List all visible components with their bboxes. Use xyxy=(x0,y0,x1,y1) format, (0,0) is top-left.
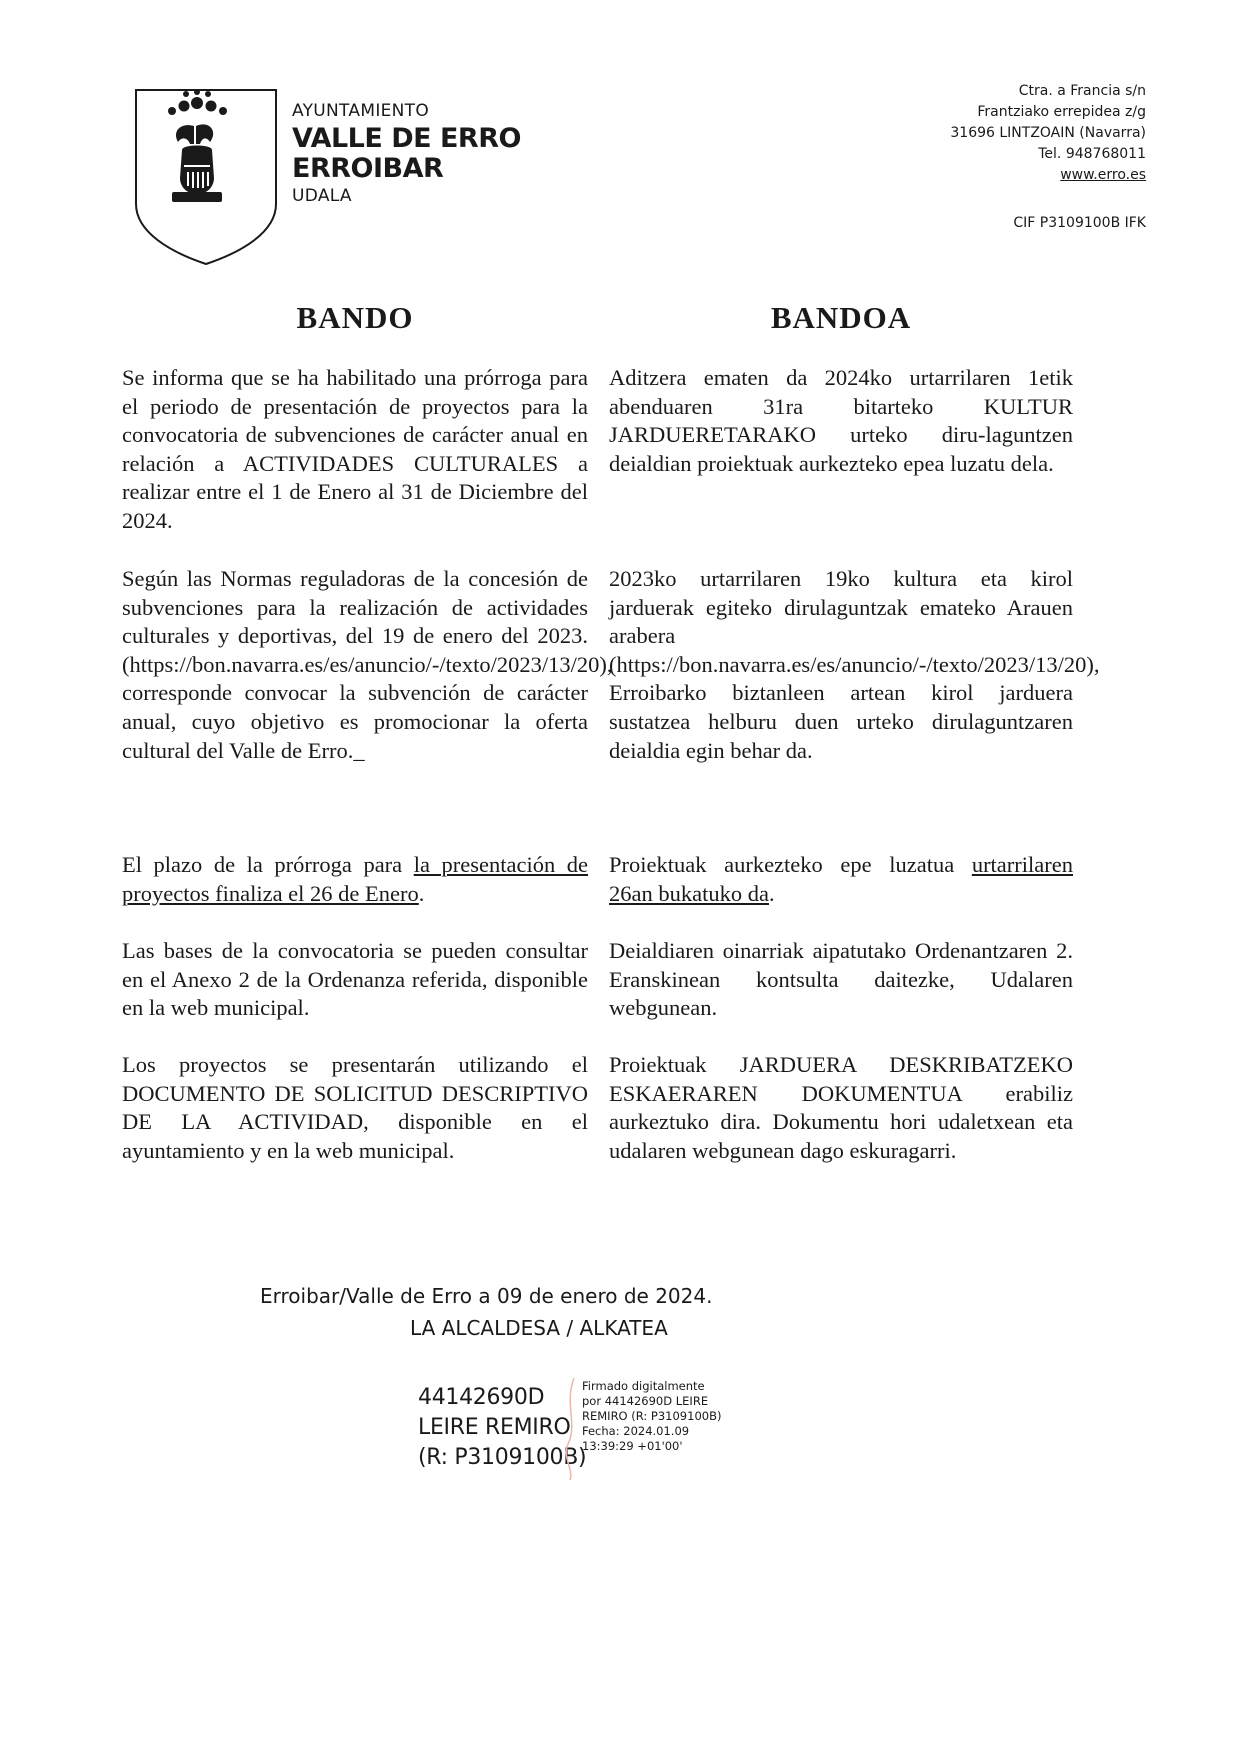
deadline-underlined: la presentación de proyectos finaliza el 26 de Enero xyxy=(122,852,589,906)
signature-note-line: Fecha: 2024.01.09 xyxy=(582,1424,690,1438)
right-paragraph-4: Deialdiaren oinarriak aipatutako Ordenantzaren 2. Eranskinean kontsulta daitezke, Udalaren webgunean. xyxy=(609,938,1073,1021)
phone-line: Tel. 948768011 xyxy=(1038,146,1146,162)
left-paragraph-5: Los proyectos se presentarán utilizando el DOCUMENTO DE SOLICITUD DESCRIPTIVO DE LA ACTIVIDAD, disponible en el ayuntamiento y en la web municipal. xyxy=(122,1052,588,1163)
title-bandoa: BANDOA xyxy=(770,300,912,335)
title-bando: BANDO xyxy=(296,300,414,335)
signature-mark-icon xyxy=(560,1374,580,1484)
left-paragraph-4: Las bases de la convocatoria se pueden consultar en el Anexo 2 de la Ordenanza referida, disponible en la web municipal. xyxy=(122,938,588,1021)
website-link[interactable]: www.erro.es xyxy=(1060,167,1146,183)
coat-of-arms-logo xyxy=(132,86,280,266)
deadline-underlined: urtarrilaren 26an bukatuko da xyxy=(609,852,1073,906)
crown-icon xyxy=(168,89,227,115)
knight-helmet-icon xyxy=(172,124,222,202)
signature-note-line: por 44142690D LEIRE xyxy=(582,1394,709,1408)
right-paragraph-3: Proiektuak aurkezteko epe luzatua urtarrilaren 26an bukatuko da. xyxy=(609,852,1073,906)
org-udala: UDALA xyxy=(292,186,352,206)
signature-note-line: REMIRO (R: P3109100B) xyxy=(582,1409,722,1423)
place-date: Erroibar/Valle de Erro a 09 de enero de 2024. xyxy=(260,1284,713,1308)
deadline-text: El plazo de la prórroga para xyxy=(122,852,414,877)
address-line: Ctra. a Francia s/n xyxy=(1018,83,1146,99)
signature-note xyxy=(582,1379,721,1454)
deadline-text: Proiektuak aurkezteko epe luzatua xyxy=(609,852,972,877)
signature-rid: (R: P3109100B) xyxy=(418,1445,587,1470)
right-paragraph-1: Aditzera ematen da 2024ko urtarrilaren 1etik abenduaren 31ra bitarteko KULTUR JARDUERETARAKO urteko diru-laguntzen deialdian proiektuak aurkezteko epea luzatu dela. xyxy=(609,365,1073,476)
left-paragraph-2: Según las Normas reguladoras de la concesión de subvenciones para la realización de actividades culturales y deportivas, del 19 de enero del 2023. (https://bon.navarra.es/es/anuncio/-/texto/2023/13/20), corresponde convocar la subvención de carácter anual, cuyo objetivo es promocionar la oferta cultural del Valle de Erro._ xyxy=(122,566,613,763)
address-line: Frantziako errepidea z/g xyxy=(977,104,1146,120)
org-erroibar: ERROIBAR xyxy=(292,153,444,184)
signer-role: LA ALCALDESA / ALKATEA xyxy=(410,1316,668,1340)
signature-note-line: Firmado digitalmente xyxy=(582,1379,705,1393)
signature-note-line: 13:39:29 +01'00' xyxy=(582,1439,683,1453)
right-paragraph-2: 2023ko urtarrilaren 19ko kultura eta kirol jarduerak egiteko dirulaguntzak emateko Arauen arabera (https://bon.navarra.es/es/anuncio/-/texto/2023/13/20), Erroibarko biztanleen artean kirol jarduera sustatzea helburu duen urteko dirulaguntzaren deialdia egin behar da. xyxy=(609,566,1100,763)
left-paragraph-3: El plazo de la prórroga para la presentación de proyectos finaliza el 26 de Enero. xyxy=(122,852,589,906)
org-ayuntamiento: AYUNTAMIENTO xyxy=(292,101,430,121)
signature-id: 44142690D xyxy=(418,1385,545,1410)
cif-line: CIF P3109100B IFK xyxy=(1013,215,1146,231)
address-line: 31696 LINTZOAIN (Navarra) xyxy=(950,125,1146,141)
right-paragraph-5: Proiektuak JARDUERA DESKRIBATZEKO ESKAERAREN DOKUMENTUA erabiliz aurkeztuko dira. Dokumentu hori udaletxean eta udalaren webgunean dago eskuragarri. xyxy=(609,1052,1073,1163)
left-paragraph-1: Se informa que se ha habilitado una prórroga para el periodo de presentación de proyectos para la convocatoria de subvenciones de carácter anual en relación a ACTIVIDADES CULTURALES a realizar entre el 1 de Enero al 31 de Diciembre del 2024. xyxy=(122,365,588,533)
org-valle-de-erro: VALLE DE ERRO xyxy=(292,123,521,154)
signature-name: LEIRE REMIRO xyxy=(418,1415,571,1440)
address-block xyxy=(950,81,1146,186)
